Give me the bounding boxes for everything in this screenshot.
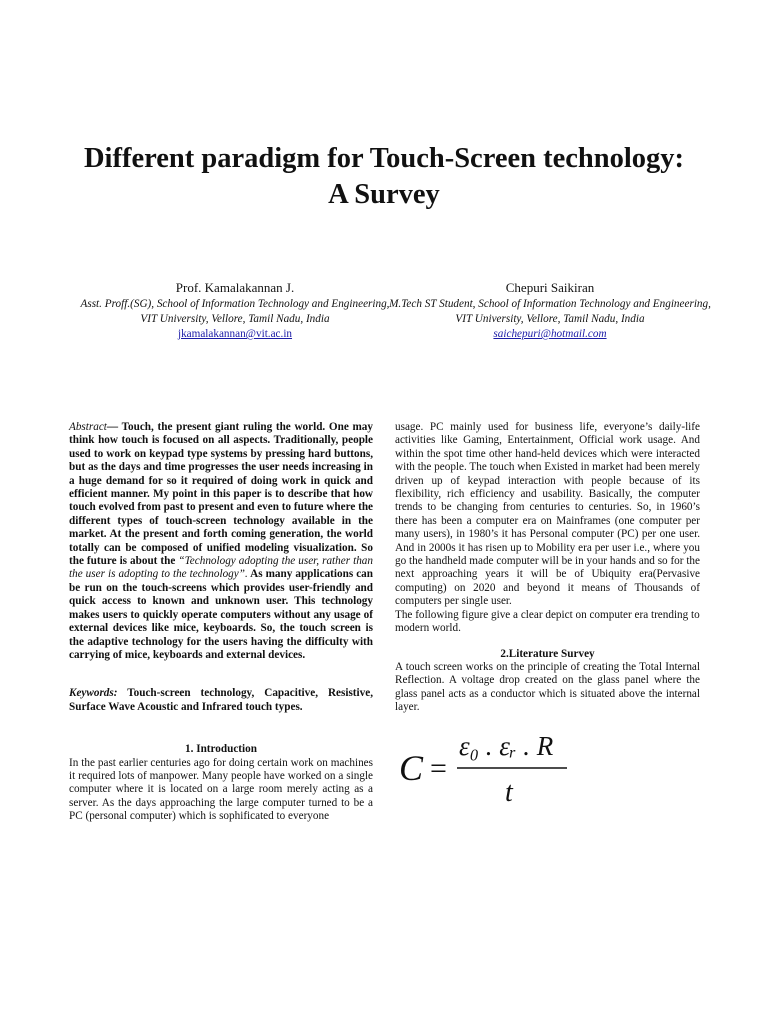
right-column (395, 421, 700, 817)
left-column (69, 421, 373, 824)
equation-equals: = (430, 751, 447, 785)
abstract (69, 421, 373, 662)
author-block-2 (380, 280, 720, 342)
author-university: VIT University, Vellore, Tamil Nadu, India (140, 313, 330, 325)
equation-denominator: t (505, 776, 513, 808)
keywords-label: Keywords: (69, 687, 118, 700)
figure-intro-paragraph: The following figure give a clear depict on computer era trending to modern world. (395, 608, 700, 635)
capacitance-equation (397, 733, 700, 817)
equation-graphic (397, 733, 587, 813)
section-heading-literature: 2.Literature Survey (500, 647, 595, 660)
introduction-paragraph: In the past earlier centuries ago for doing certain work on machines it required lots of manpower. Many people have worked on a single computer where it is located on a large room merely acting as a server. As the days approaching the large computer turned to be a PC (personal computer) which is sophificated to everyone (69, 756, 373, 823)
author-email-link[interactable]: jkamalakannan@vit.ac.in (177, 328, 293, 340)
abstract-quote: “Technology adopting the user, rather than the user is adopting to the technology”. (69, 555, 373, 581)
paper-title-line2: A Survey (328, 179, 440, 210)
author-email-link[interactable]: saichepuri@hotmail.com (493, 328, 607, 340)
computer-era-paragraph: usage. PC mainly used for business life, everyone’s daily-life activities like Gaming, Entertainment, Official work usage. And within the spot time other hand-held devices which were interacted with the people. The touch when Existed in market had been merely driven up of keypad interaction with people because of its flexibility, rich efficiency and usability. Basically, the computer trends to be changing from centuries to centuries. So, in 1960’s there has been a computer era on Mainframes (one computer per many users), in 1980’s it has Personal computer (PC) per one user. And in 2000s it has risen up to Mobility era per user i.e., where you go the handheld made computer will be in your hands and so for the next approaching years it will be of Ubiquity era(Pervasive computing) on 2020 and beyond it means of Thousands of computers per single user. (395, 421, 700, 608)
abstract-dash: — (106, 421, 122, 433)
author-affiliation: Asst. Proff.(SG), School of Information Technology and Engineering, (80, 298, 390, 310)
keywords-text: Touch-screen technology, Capacitive, Resistive, Surface Wave Acoustic and Infrared touch types. (69, 687, 373, 713)
author-name: Prof. Kamalakannan J. (175, 280, 295, 295)
author-affiliation: M.Tech ST Student, School of Information Technology and Engineering, (389, 298, 711, 310)
paper-title-line1: Different paradigm for Touch-Screen technology: (83, 143, 685, 174)
keywords (69, 687, 373, 714)
paper-title (30, 141, 738, 213)
abstract-text-1: Touch, the present giant ruling the world. One may think how touch is focused on all aspects. Traditionally, people used to work on keypad type systems by pressing hard buttons, but as the days and time progresses the user needs increasing in a huge demand for so it required of doing work in quick and efficient manner. My point in this paper is to describe that how touch evolved from past to present and even to future where the different types of touch-screen technology available in the market. At the present and forth coming generation, the world totally can be composed of unified modeling visualization. So the future is about the (69, 421, 374, 568)
author-university: VIT University, Vellore, Tamil Nadu, India (455, 313, 645, 325)
equation-numerator: ε₀ . εᵣ . R (459, 732, 554, 761)
section-heading-introduction: 1. Introduction (185, 743, 257, 756)
author-name: Chepuri Saikiran (505, 280, 595, 295)
literature-paragraph: A touch screen works on the principle of creating the Total Internal Reflection. A voltage drop created on the glass panel where the glass panel acts as a conductor which is situated above the internal layer. (395, 660, 700, 714)
equation-lhs: C (399, 747, 424, 788)
abstract-text-2: As many applications can be run on the touch-screens which provides user-friendly and quick access to known and unknown user. This technology makes users to quickly operate computers without any usage of external devices like mice, keyboards. So, the touch screen is the adaptive technology for the users having the difficulty with carrying of mice, keyboards and external devices. (69, 568, 373, 661)
author-block-1 (50, 280, 420, 342)
abstract-label: Abstract (69, 421, 107, 433)
